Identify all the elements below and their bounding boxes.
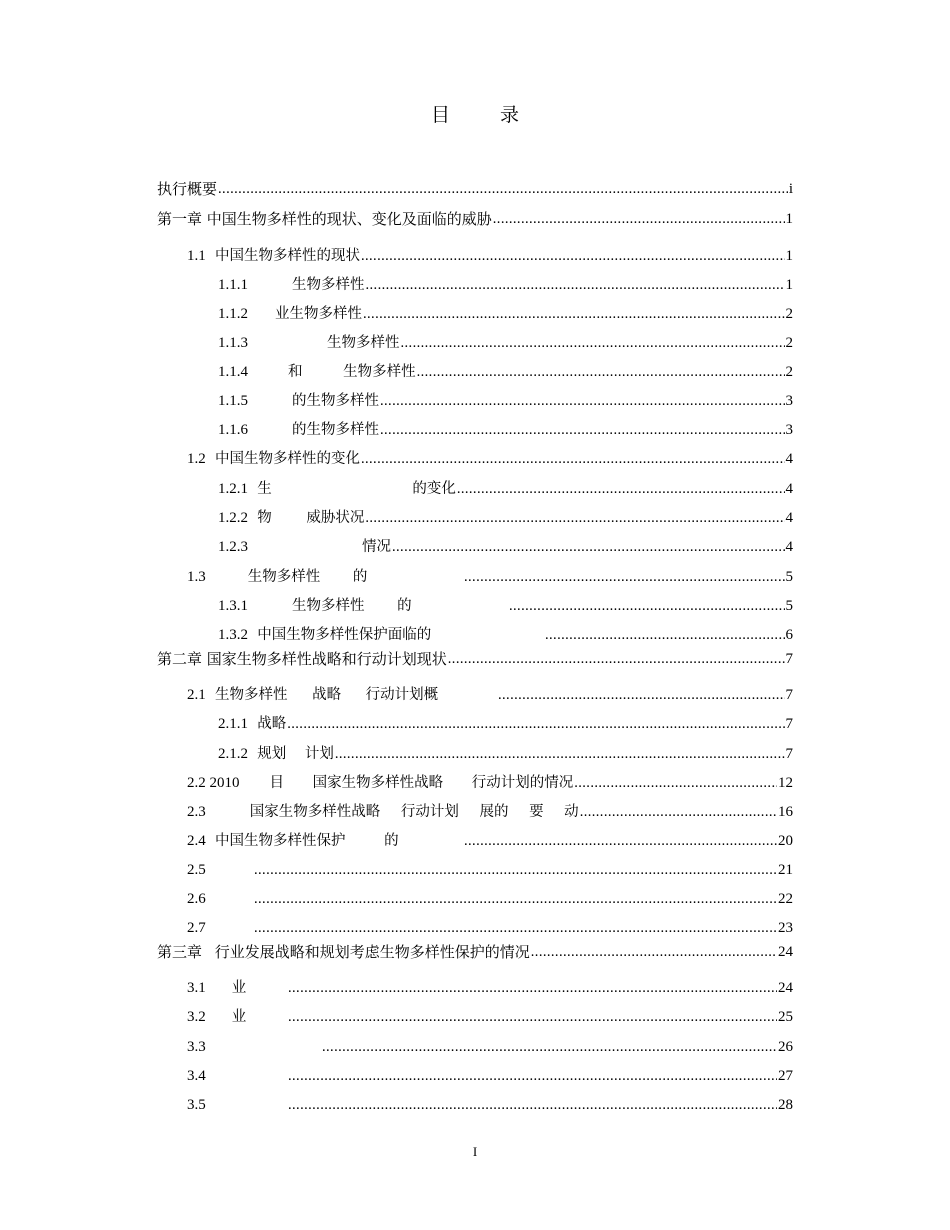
toc-entry-number: 2.4 bbox=[187, 833, 206, 849]
toc-subsection-entry[interactable] bbox=[218, 417, 793, 439]
toc-leader-dots bbox=[457, 480, 785, 498]
toc-entry-number: 2.1.1 bbox=[218, 716, 248, 732]
toc-section-entry[interactable] bbox=[187, 975, 793, 997]
toc-section-entry[interactable] bbox=[187, 857, 793, 879]
toc-leader-dots bbox=[392, 538, 785, 556]
toc-entry-title: 第三章 行业发展战略和规划考虑生物多样性保护的情况 bbox=[157, 943, 530, 961]
toc-page-number: 24 bbox=[778, 980, 793, 996]
toc-page-number: 12 bbox=[778, 775, 793, 791]
toc-leader-dots bbox=[493, 210, 785, 228]
toc-page-number: 3 bbox=[785, 422, 793, 438]
toc-leader-dots bbox=[509, 597, 785, 615]
toc-entry-number: 1.2 bbox=[187, 451, 206, 467]
toc-entry-title: 中国生物多样性保护面临的 bbox=[257, 627, 432, 643]
toc-leader-dots bbox=[288, 1096, 777, 1114]
toc-subsection-entry[interactable] bbox=[218, 359, 793, 381]
toc-entry-title: 的生物多样性 bbox=[292, 393, 379, 409]
toc-page-number: 27 bbox=[778, 1068, 793, 1084]
toc-entry-number: 1.2.3 bbox=[218, 539, 248, 555]
toc-entry[interactable] bbox=[157, 176, 793, 198]
toc-entry-title: 中国生物多样性的变化 bbox=[214, 451, 360, 467]
toc-leader-dots bbox=[531, 943, 777, 961]
toc-entry-number: 2.1.2 bbox=[218, 746, 248, 762]
toc-entry-number: 1.1.5 bbox=[218, 393, 248, 409]
toc-subsection-entry[interactable] bbox=[218, 505, 793, 527]
toc-entry-number: 2.1 bbox=[187, 687, 206, 703]
toc-section-entry[interactable] bbox=[187, 886, 793, 908]
toc-page-number: 7 bbox=[785, 687, 793, 703]
toc-entry-number: 1.2.2 bbox=[218, 510, 248, 526]
toc-leader-dots bbox=[366, 276, 785, 294]
toc-entry-number: 3.4 bbox=[187, 1068, 206, 1084]
toc-entry-number: 1.3.1 bbox=[218, 598, 248, 614]
toc-entry-title: 和 生物多样性 bbox=[288, 364, 416, 380]
toc-entry-number: 2.5 bbox=[187, 862, 206, 878]
toc-entry-number: 1.3.2 bbox=[218, 627, 248, 643]
toc-page-number: 4 bbox=[785, 510, 793, 526]
toc-entry-title: 业生物多样性 bbox=[275, 306, 362, 322]
toc-entry-number: 1.3 bbox=[187, 569, 206, 585]
toc-entry-title: 的生物多样性 bbox=[292, 422, 379, 438]
toc-leader-dots bbox=[322, 1038, 777, 1056]
toc-section-entry[interactable] bbox=[187, 564, 793, 586]
toc-page-number: 23 bbox=[778, 920, 793, 936]
toc-entry-number: 2.2 2010 bbox=[187, 775, 240, 791]
toc-chapter-entry[interactable] bbox=[157, 939, 793, 961]
toc-page-number: 28 bbox=[778, 1097, 793, 1113]
toc-section-entry[interactable] bbox=[187, 682, 793, 704]
toc-section-entry[interactable] bbox=[187, 1034, 793, 1056]
toc-entry-number: 3.1 bbox=[187, 980, 206, 996]
toc-section-entry[interactable] bbox=[187, 446, 793, 468]
toc-leader-dots bbox=[498, 686, 785, 704]
toc-subsection-entry[interactable] bbox=[218, 301, 793, 323]
toc-entry-title: 中国生物多样性的现状 bbox=[214, 248, 360, 264]
toc-entry-title: 目 国家生物多样性战略 行动计划的情况 bbox=[269, 775, 574, 791]
toc-page-number: 3 bbox=[785, 393, 793, 409]
toc-page-number: 5 bbox=[785, 598, 793, 614]
toc-page-number: 22 bbox=[778, 891, 793, 907]
toc-section-entry[interactable] bbox=[187, 243, 793, 265]
toc-leader-dots bbox=[580, 803, 777, 821]
toc-section-entry[interactable] bbox=[187, 1092, 793, 1114]
toc-leader-dots bbox=[254, 919, 777, 937]
toc-page-number: 2 bbox=[785, 364, 793, 380]
toc-section-entry[interactable] bbox=[187, 1063, 793, 1085]
toc-page-number: 1 bbox=[785, 248, 793, 264]
toc-page-number: 1 bbox=[785, 211, 793, 227]
toc-section-entry[interactable] bbox=[187, 1004, 793, 1026]
toc-subsection-entry[interactable] bbox=[218, 593, 793, 615]
toc-section-entry[interactable] bbox=[187, 828, 793, 850]
toc-leader-dots bbox=[545, 626, 785, 644]
toc-page-number: 4 bbox=[785, 451, 793, 467]
toc-leader-dots bbox=[380, 421, 785, 439]
toc-leader-dots bbox=[288, 1008, 777, 1026]
toc-entry-number: 2.6 bbox=[187, 891, 206, 907]
toc-leader-dots bbox=[363, 305, 785, 323]
toc-subsection-entry[interactable] bbox=[218, 476, 793, 498]
toc-entry-title: 业 bbox=[231, 980, 247, 996]
toc-leader-dots bbox=[288, 979, 777, 997]
toc-leader-dots bbox=[254, 861, 777, 879]
toc-entry-number: 1.1.1 bbox=[218, 277, 248, 293]
toc-entry-title: 情况 bbox=[362, 539, 391, 555]
toc-leader-dots bbox=[464, 568, 785, 586]
page-number: I bbox=[472, 1144, 478, 1159]
toc-section-entry[interactable] bbox=[187, 915, 793, 937]
toc-entry-number: 1.1.4 bbox=[218, 364, 248, 380]
toc-leader-dots bbox=[287, 715, 784, 733]
toc-entry-number: 2.3 bbox=[187, 804, 206, 820]
toc-subsection-entry[interactable] bbox=[218, 534, 793, 556]
toc-page-number: 2 bbox=[785, 306, 793, 322]
toc-page-number: 7 bbox=[785, 716, 793, 732]
toc-leader-dots bbox=[361, 450, 785, 468]
toc-leader-dots bbox=[365, 509, 784, 527]
toc-page-number: 16 bbox=[778, 804, 793, 820]
toc-entry-number: 3.3 bbox=[187, 1039, 206, 1055]
toc-subsection-entry[interactable] bbox=[218, 622, 793, 644]
toc-leader-dots bbox=[335, 745, 785, 763]
toc-section-entry[interactable] bbox=[187, 770, 793, 792]
toc-page-number: 7 bbox=[785, 651, 793, 667]
toc-page-number: 2 bbox=[785, 335, 793, 351]
toc-leader-dots bbox=[288, 1067, 777, 1085]
toc-subsection-entry[interactable] bbox=[218, 272, 793, 294]
toc-entry-title: 生物多样性 bbox=[327, 335, 400, 351]
toc-page-number: 26 bbox=[778, 1039, 793, 1055]
toc-entry-number: 1.1.2 bbox=[218, 306, 248, 322]
toc-page-number: 5 bbox=[785, 569, 793, 585]
page-title: 目 录 bbox=[430, 104, 542, 126]
toc-page-number: 6 bbox=[785, 627, 793, 643]
toc-entry-number: 1.1 bbox=[187, 248, 206, 264]
toc-entry-title: 业 bbox=[231, 1009, 247, 1025]
toc-section-entry[interactable] bbox=[187, 799, 793, 821]
toc-entry-title: 生 的变化 bbox=[257, 481, 456, 497]
toc-entry-title: 战略 bbox=[257, 716, 287, 732]
toc-entry-title: 生物多样性 战略 行动计划概 bbox=[214, 687, 439, 703]
toc-leader-dots bbox=[574, 774, 777, 792]
toc-entry-title: 国家生物多样性战略 行动计划 展的 要 动 bbox=[249, 804, 579, 820]
toc-entry-title: 物 威胁状况 bbox=[257, 510, 365, 526]
toc-leader-dots bbox=[417, 363, 785, 381]
toc-leader-dots bbox=[361, 247, 785, 265]
toc-subsection-entry[interactable] bbox=[218, 741, 793, 763]
toc-chapter-entry[interactable] bbox=[157, 646, 793, 668]
toc-entry-number: 1.1.3 bbox=[218, 335, 248, 351]
toc-page-number: 25 bbox=[778, 1009, 793, 1025]
toc-page-number: 1 bbox=[785, 277, 793, 293]
toc-entry-title: 第一章 中国生物多样性的现状、变化及面临的威胁 bbox=[157, 210, 492, 228]
toc-entry-title: 生物多样性 的 bbox=[247, 569, 368, 585]
toc-page-number: 4 bbox=[785, 539, 793, 555]
toc-leader-dots bbox=[218, 180, 788, 198]
toc-subsection-entry[interactable] bbox=[218, 388, 793, 410]
toc-entry-title: 生物多样性 的 bbox=[292, 598, 412, 614]
toc-entry-title: 规划 计划 bbox=[257, 746, 334, 762]
toc-entry-title: 中国生物多样性保护 的 bbox=[214, 833, 399, 849]
toc-page-number: 24 bbox=[778, 944, 793, 960]
toc-page-number: 20 bbox=[778, 833, 793, 849]
toc-leader-dots bbox=[464, 832, 777, 850]
toc-page-number: 21 bbox=[778, 862, 793, 878]
toc-entry-number: 1.1.6 bbox=[218, 422, 248, 438]
toc-entry-number: 1.2.1 bbox=[218, 481, 248, 497]
toc-entry-number: 3.5 bbox=[187, 1097, 206, 1113]
toc-entry-title: 第二章 国家生物多样性战略和行动计划现状 bbox=[157, 650, 447, 668]
toc-leader-dots bbox=[380, 392, 785, 410]
toc-page-number: 7 bbox=[785, 746, 793, 762]
toc-leader-dots bbox=[254, 890, 777, 908]
toc-leader-dots bbox=[448, 650, 785, 668]
toc-entry-title: 生物多样性 bbox=[292, 277, 365, 293]
toc-page-number: 4 bbox=[785, 481, 793, 497]
toc-entry-number: 3.2 bbox=[187, 1009, 206, 1025]
toc-page-number: i bbox=[788, 181, 793, 197]
toc-leader-dots bbox=[401, 334, 785, 352]
toc-subsection-entry[interactable] bbox=[218, 330, 793, 352]
toc-subsection-entry[interactable] bbox=[218, 711, 793, 733]
toc-chapter-entry[interactable] bbox=[157, 206, 793, 228]
toc-entry-number: 2.7 bbox=[187, 920, 206, 936]
toc-entry-title: 执行概要 bbox=[157, 180, 218, 198]
